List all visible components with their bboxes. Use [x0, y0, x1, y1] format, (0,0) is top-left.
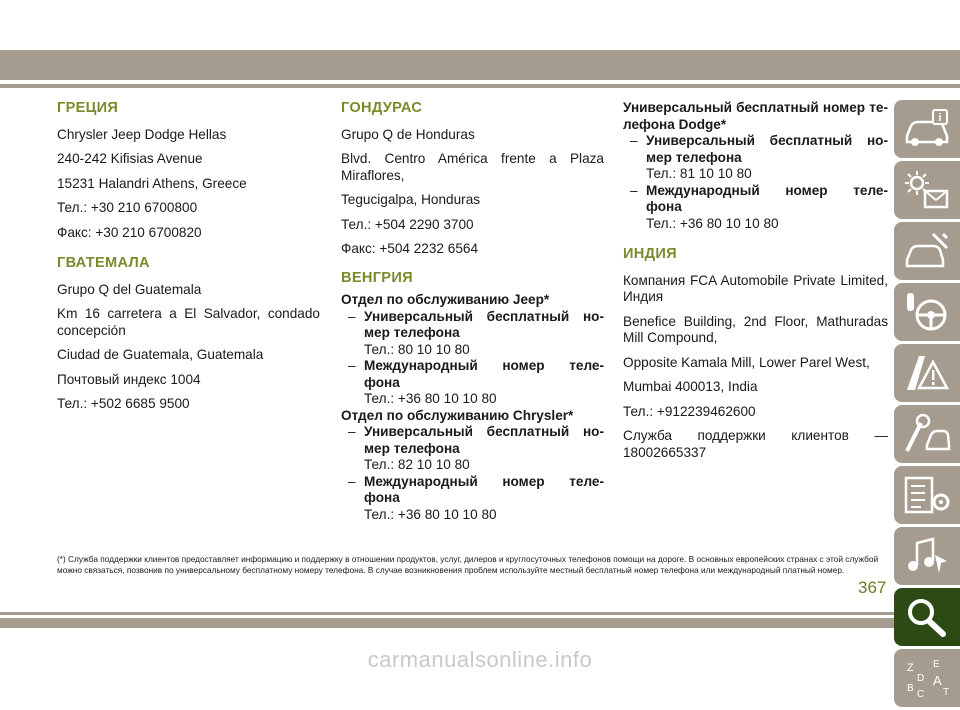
wrench-car-icon [903, 413, 951, 455]
item-name: мер телефона [364, 440, 460, 456]
tab-emergency[interactable] [894, 344, 960, 402]
chapter-tabs [894, 100, 960, 710]
list-item [341, 358, 604, 408]
chrysler-service-title: Отдел по обслуживанию Chrysler* [341, 407, 574, 423]
greece-line: 240-242 Kifisias Avenue [57, 151, 203, 166]
alphabet-index-icon [903, 657, 951, 699]
india-line: Mumbai 400013, India [623, 379, 758, 394]
tab-multimedia[interactable] [894, 527, 960, 585]
svg-text:T: T [943, 687, 950, 698]
svg-text:D: D [917, 673, 925, 684]
dash-marker: – [348, 424, 356, 439]
top-rule [0, 84, 960, 88]
guatemala-line: Почтовый индекс 1004 [57, 371, 201, 387]
svg-text:C: C [917, 689, 925, 699]
item-name: Универсальный бесплатный но- [646, 133, 888, 148]
tab-driving[interactable] [894, 283, 960, 341]
honduras-line: Факс: +504 2232 6564 [341, 241, 478, 256]
dash-marker: – [630, 182, 638, 198]
light-mail-icon [903, 169, 951, 211]
list-item [623, 133, 888, 183]
item-phone: Тел.: 81 10 10 80 [646, 166, 752, 181]
india-line: Тел.: +912239462600 [623, 403, 756, 419]
svg-text:Z: Z [907, 662, 914, 674]
tab-index[interactable] [894, 649, 960, 707]
guatemala-line: Grupo Q del Guatemala [57, 281, 202, 297]
india-line: Opposite Kamala Mill, Lower Parel West, [623, 354, 870, 370]
honduras-line: Blvd. Centro América frente a Plaza Miraflores, [341, 151, 604, 183]
tab-car-info[interactable] [894, 100, 960, 158]
item-name: Универсальный бесплатный но- [364, 308, 604, 324]
item-phone: Тел.: +36 80 10 10 80 [646, 215, 779, 231]
item-name: Международный номер теле- [364, 358, 604, 373]
greece-line: Chrysler Jeep Dodge Hellas [57, 126, 227, 142]
top-band [0, 50, 960, 80]
guatemala-line: Тел.: +502 6685 9500 [57, 396, 190, 411]
svg-text:E: E [933, 659, 940, 670]
heading-india: ИНДИЯ [623, 246, 677, 262]
item-name: Универсальный бесплатный но- [364, 424, 604, 439]
guatemala-line: Ciudad de Guatemala, Guatemala [57, 347, 264, 362]
item-phone: Тел.: +36 80 10 10 80 [364, 506, 497, 522]
svg-text:B: B [907, 683, 914, 694]
column-3 [623, 100, 888, 469]
greece-line: Тел.: +30 210 6700800 [57, 200, 198, 215]
dash-marker: – [630, 133, 638, 148]
watermark: carmanualsonline.info [367, 647, 593, 672]
column-1 [57, 100, 320, 421]
item-phone: Тел.: 80 10 10 80 [364, 341, 470, 357]
tab-starting[interactable] [894, 222, 960, 280]
item-name: фона [364, 374, 400, 390]
svg-text:i: i [938, 112, 942, 124]
svg-text:A: A [933, 673, 942, 688]
greece-line: Факс: +30 210 6700820 [57, 224, 202, 240]
honduras-line: Тел.: +504 2290 3700 [341, 216, 474, 232]
honduras-line: Tegucigalpa, Honduras [341, 192, 481, 207]
page-number: 367 [858, 578, 887, 597]
guatemala-line: Km 16 carretera a El Salvador, condado concepción [57, 306, 320, 338]
music-nav-icon [903, 535, 951, 577]
heading-guatemala: ГВАТЕМАЛА [57, 255, 150, 271]
honduras-line: Grupo Q de Honduras [341, 126, 475, 142]
item-phone: Тел.: +36 80 10 10 80 [364, 391, 497, 406]
tab-maintenance[interactable] [894, 405, 960, 463]
list-item [623, 183, 888, 233]
india-line: Benefice Building, 2nd Floor, Mathuradas Mill Compound, [623, 313, 888, 345]
list-item [341, 309, 604, 359]
bottom-band [0, 618, 960, 628]
india-line: Служба поддержки клиентов — 18002665337 [623, 428, 888, 460]
tab-lights-messages[interactable] [894, 161, 960, 219]
item-name: мер телефона [364, 325, 460, 340]
item-name: мер телефона [646, 149, 742, 165]
bottom-rule [0, 612, 960, 615]
road-warning-icon [903, 352, 951, 394]
footnote: (*) Служба поддержки клиентов предоставляет информацию и поддержку в отношении продуктов, услуг, дилеров и круглосуточных телефонов помощи на дороге. В основных европейских странах с этой службой можно связаться, позвонив по универсальному бесплатному номеру телефона. В случае возникновения проблем используйте местный бесплатный номер телефона или международный платный номер. [57, 554, 879, 575]
dodge-title: Универсальный бесплатный номер те- [623, 100, 888, 115]
dodge-title: лефона Dodge* [623, 116, 727, 132]
tab-specifications[interactable] [894, 466, 960, 524]
heading-hungary: ВЕНГРИЯ [341, 269, 413, 286]
heading-greece: ГРЕЦИЯ [57, 100, 119, 116]
item-name: фона [364, 490, 400, 505]
india-line: Компания FCA Automobile Private Limited, Индия [623, 272, 888, 304]
search-icon [903, 596, 951, 638]
heading-honduras: ГОНДУРАС [341, 100, 423, 116]
list-item [341, 474, 604, 524]
item-name: Международный номер теле- [646, 182, 888, 198]
dash-marker: – [348, 308, 356, 324]
dash-marker: – [348, 358, 356, 373]
column-2 [341, 100, 604, 523]
item-name: фона [646, 199, 682, 214]
greece-line: 15231 Halandri Athens, Greece [57, 175, 247, 191]
tab-customer-assistance[interactable] [894, 588, 960, 646]
jeep-service-title: Отдел по обслуживанию Jeep* [341, 292, 550, 307]
checklist-gear-icon [903, 474, 951, 516]
item-name: Международный номер теле- [364, 473, 604, 489]
car-info-icon [903, 108, 951, 150]
car-tools-icon [903, 230, 951, 272]
dash-marker: – [348, 473, 356, 489]
list-item [341, 424, 604, 474]
steering-warning-icon [903, 291, 951, 333]
item-phone: Тел.: 82 10 10 80 [364, 457, 470, 472]
